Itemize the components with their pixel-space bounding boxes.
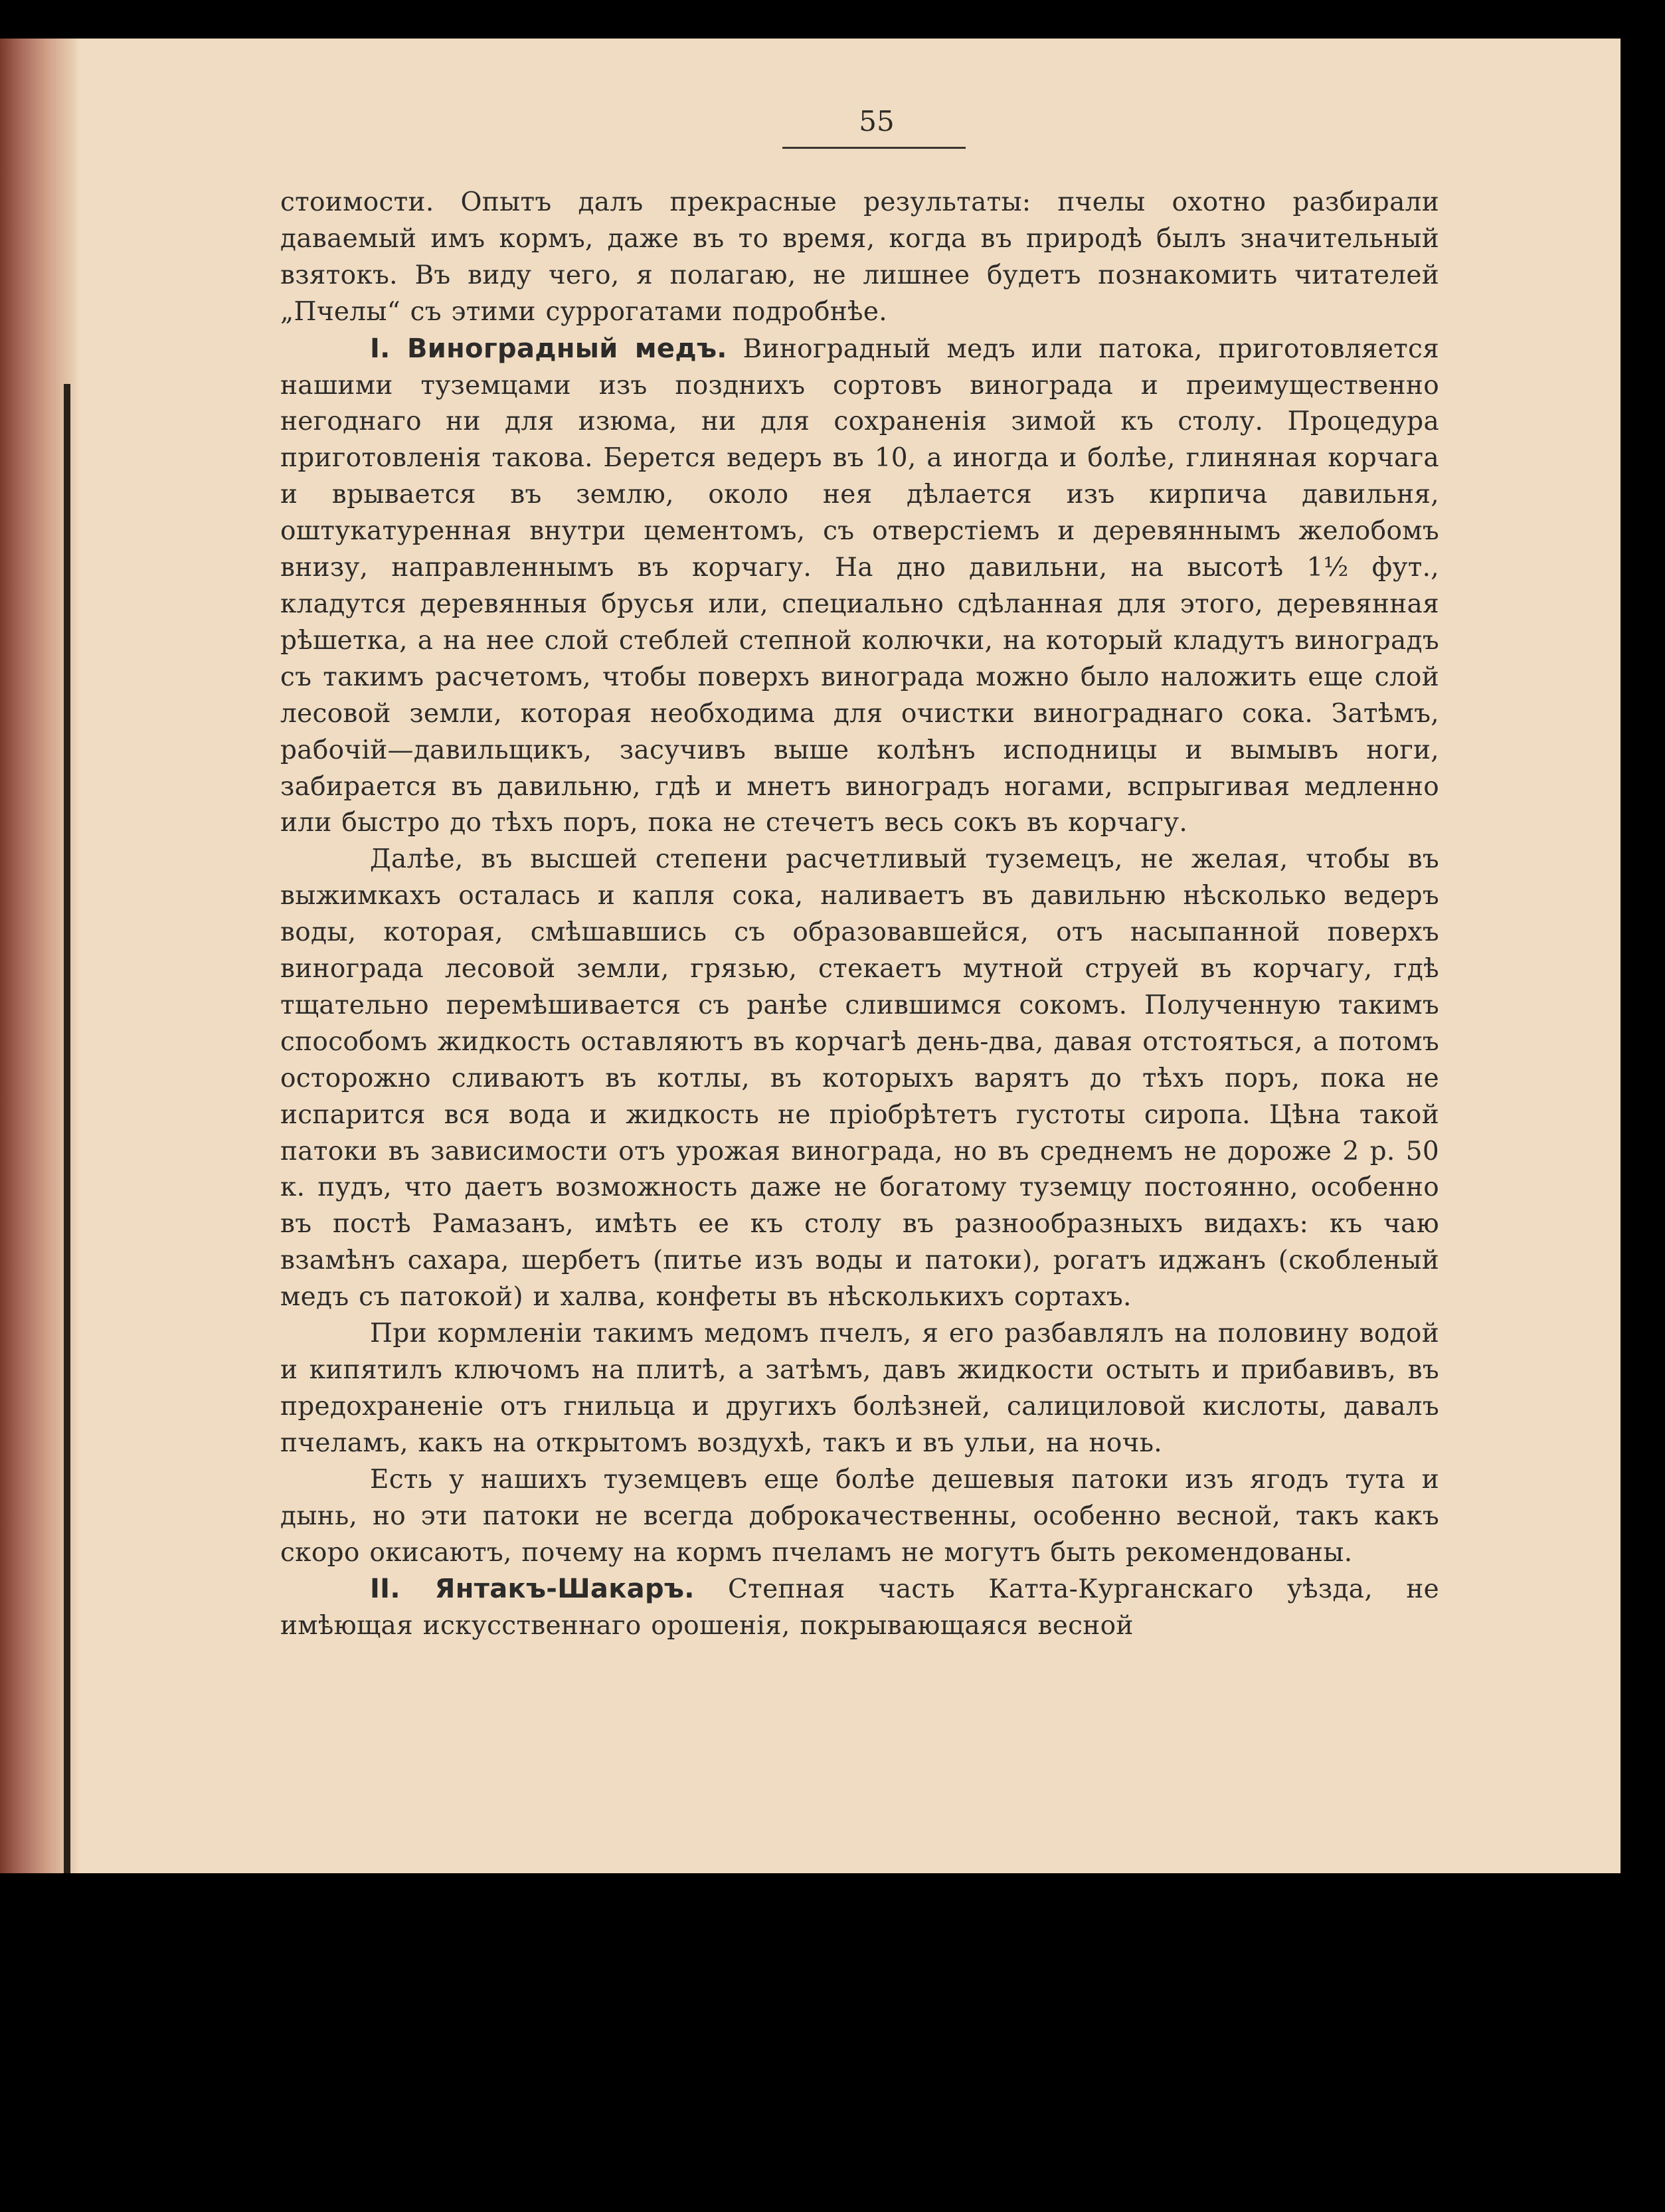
- section-heading: II. Янтакъ-Шакаръ.: [370, 1574, 695, 1605]
- paragraph-text: Виноградный медъ или патока, приготовляется нашими туземцами изъ позднихъ сортовъ винограда и преимущественно негоднаго ни для изюма, ни для сохраненія зимой къ столу. Процедура приготовленія такова. Берется ведеръ въ 10, а иногда и болѣе, глиняная корчага и врывается въ землю, около нея дѣлается изъ кирпича давильня, оштукатуренная внутри цементомъ, съ отверстіемъ и деревяннымъ желобомъ внизу, направленнымъ въ корчагу. На дно давильни, на высотѣ 1½ фут., кладутся деревянныя брусья или, специально сдѣланная для этого, деревянная рѣшетка, а на нее слой стеблей степной колючки, на который кладутъ виноградъ съ такимъ расчетомъ, чтобы поверхъ винограда можно было наложить еще слой лесовой земли, которая необходима для очистки винограднаго сока. Затѣмъ, рабочій—давильщикъ, засучивъ выше колѣнъ исподницы и вымывъ ноги, забирается въ давильню, гдѣ и мнетъ виноградъ ногами, вспрыгивая медленно или быстро до тѣхъ поръ, пока не стечетъ весь сокъ въ корчагу.: [280, 333, 1439, 838]
- paragraph: [280, 842, 1439, 1316]
- paragraph-text: Далѣе, въ высшей степени расчетливый туземецъ, не желая, чтобы въ выжимкахъ осталась и капля сока, наливаетъ въ давильню нѣсколько ведеръ воды, которая, смѣшавшись съ образовавшейся, отъ насыпанной поверхъ винограда лесовой земли, грязью, стекаетъ мутной струей въ корчагу, гдѣ тщательно перемѣшивается съ ранѣе слившимся сокомъ. Полученную такимъ способомъ жидкость оставляютъ въ корчагѣ день-два, давая отстояться, а потомъ осторожно сливаютъ въ котлы, въ которыхъ варятъ до тѣхъ поръ, пока не испарится вся вода и жидкость не пріобрѣтетъ густоты сиропа. Цѣна такой патоки въ зависимости отъ урожая винограда, но въ среднемъ не дороже 2 р. 50 к. пудъ, что даетъ возможность даже не богатому туземцу постоянно, особенно въ постѣ Рамазанъ, имѣть ее къ столу въ разнообразныхъ видахъ: къ чаю взамѣнъ сахара, шербетъ (питье изъ воды и патоки), рогатъ иджанъ (скобленый медъ съ патокой) и халва, конфеты въ нѣсколькихъ сортахъ.: [280, 844, 1439, 1313]
- paragraph: [280, 1316, 1439, 1462]
- paragraph-text: стоимости. Опытъ далъ прекрасные результаты: пчелы охотно разбирали даваемый имъ кормъ, даже въ то время, когда въ природѣ былъ значительный взятокъ. Въ виду чего, я полагаю, не лишнее будетъ познакомить читателей „Пчелы“ съ этими суррогатами подробнѣе.: [280, 187, 1439, 327]
- paragraph-text: Есть у нашихъ туземцевъ еще болѣе дешевыя патоки изъ ягодъ тута и дынь, но эти патоки не всегда доброкачественны, особенно весной, такъ какъ скоро окисаютъ, почему на кормъ пчеламъ не могутъ быть рекомендованы.: [280, 1464, 1439, 1568]
- page-number: 55: [859, 105, 895, 138]
- paragraph-text: При кормленіи такимъ медомъ пчелъ, я его разбавлялъ на половину водой и кипятилъ ключомъ на плитѣ, а затѣмъ, давъ жидкости остыть и прибавивъ, въ предохраненіе отъ гнильца и другихъ болѣзней, салициловой кислоты, давалъ пчеламъ, какъ на открытомъ воздухѣ, такъ и въ ульи, на ночь.: [280, 1319, 1439, 1458]
- body-text: [280, 185, 1439, 1645]
- paragraph: [280, 185, 1439, 331]
- section-heading: I. Виноградный медъ.: [370, 333, 727, 364]
- paragraph-text: Степная часть Катта-Курганскаго уѣзда, не имѣющая искусственнаго орошенія, покрывающаяся весной: [280, 1574, 1439, 1641]
- scanned-book-page: [0, 39, 1621, 1873]
- binding-edge: [64, 384, 70, 1873]
- page-number-rule: [782, 147, 966, 149]
- paragraph: [280, 331, 1439, 842]
- paragraph: [280, 1462, 1439, 1572]
- paragraph: [280, 1571, 1439, 1645]
